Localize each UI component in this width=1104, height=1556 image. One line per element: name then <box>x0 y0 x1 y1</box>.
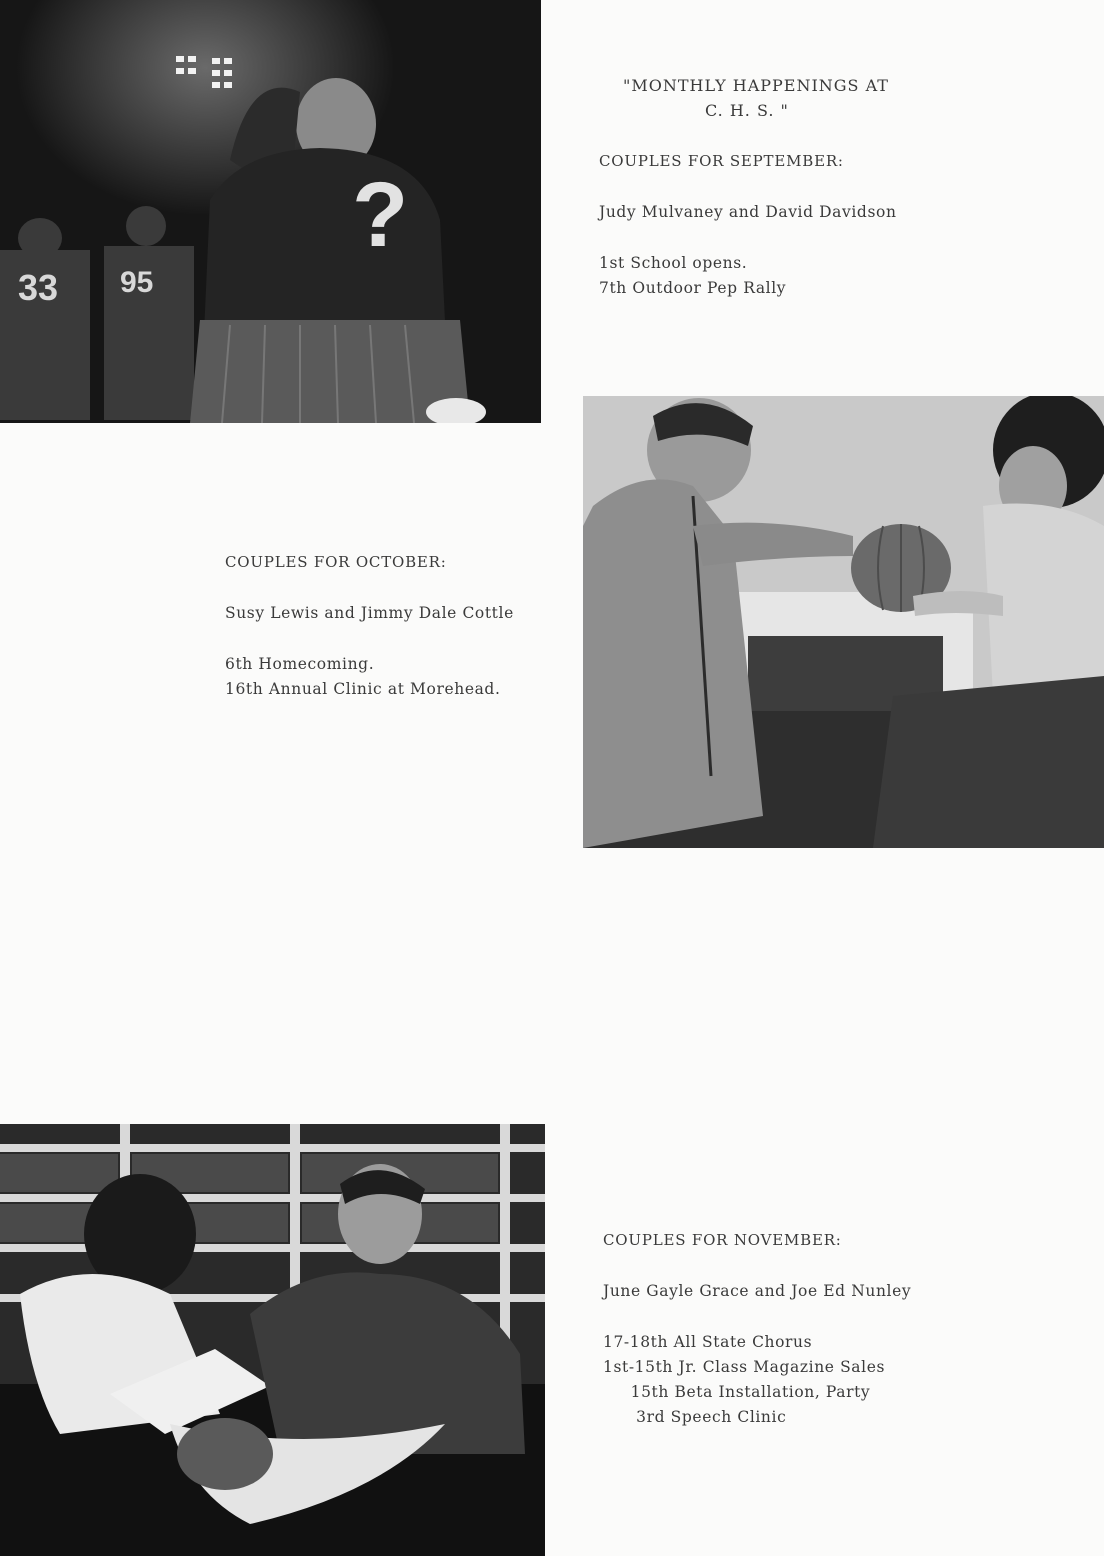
photo-library <box>0 1124 545 1556</box>
november-section <box>603 1228 911 1430</box>
november-event-3: 15th Beta Installation, Party <box>603 1383 871 1401</box>
october-couple: Susy Lewis and Jimmy Dale Cottle <box>225 604 514 622</box>
october-event-2: 16th Annual Clinic at Morehead. <box>225 680 501 698</box>
november-event-1: 17-18th All State Chorus <box>603 1333 813 1351</box>
september-heading: COUPLES FOR SEPTEMBER: <box>599 152 844 170</box>
september-event-1: 1st School opens. <box>599 254 748 272</box>
november-couple: June Gayle Grace and Joe Ed Nunley <box>603 1282 912 1300</box>
september-section <box>599 73 897 301</box>
jersey-number-95: 95 <box>120 266 154 299</box>
september-couple: Judy Mulvaney and David Davidson <box>599 203 897 221</box>
november-heading: COUPLES FOR NOVEMBER: <box>603 1231 842 1249</box>
october-heading: COUPLES FOR OCTOBER: <box>225 553 447 571</box>
jersey-number-33: 33 <box>18 267 59 308</box>
october-event-1: 6th Homecoming. <box>225 655 375 673</box>
jersey-question-mark: ? <box>352 164 409 266</box>
photo-pumpkin <box>583 396 1104 848</box>
page-title-line-2: C. H. S. " <box>705 101 789 120</box>
november-event-4: 3rd Speech Clinic <box>603 1408 787 1426</box>
page-title-line-1: "MONTHLY HAPPENINGS AT <box>623 76 889 95</box>
september-event-2: 7th Outdoor Pep Rally <box>599 279 787 297</box>
october-section <box>225 550 514 702</box>
november-event-2: 1st-15th Jr. Class Magazine Sales <box>603 1358 886 1376</box>
photo-football-night <box>0 0 541 423</box>
